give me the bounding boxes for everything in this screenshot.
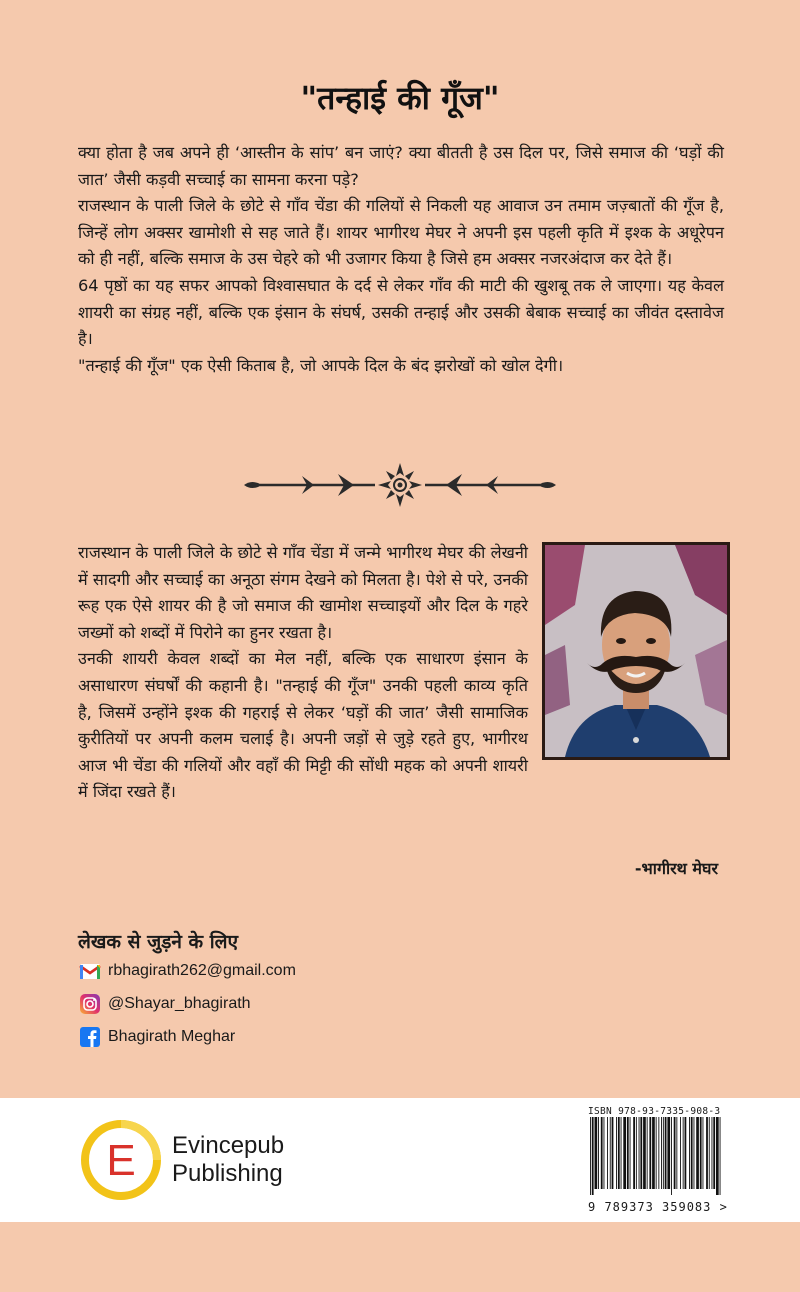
contact-email[interactable] (78, 958, 296, 984)
author-bio-section (78, 540, 724, 806)
barcode-bar (716, 1117, 719, 1195)
page-title: "तन्हाई की गूँज" (300, 79, 500, 117)
barcode-bar (713, 1117, 715, 1189)
barcode-bar (649, 1117, 651, 1189)
barcode-bar (610, 1117, 611, 1189)
publisher-name-line2: Publishing (172, 1160, 283, 1187)
blurb-paragraph: "तन्हाई की गूँज" एक ऐसी किताब है, जो आपके दिल के बंद झरोखों को खोल देगी। (78, 355, 564, 375)
author-photo (542, 542, 730, 760)
barcode-bar (643, 1117, 646, 1189)
barcode-bar (700, 1117, 702, 1189)
author-signature: -भागीरथ मेघर (634, 859, 718, 878)
contact-instagram[interactable] (78, 991, 251, 1017)
barcode-bar (623, 1117, 626, 1189)
isbn-barcode (588, 1106, 728, 1216)
barcode-bar (685, 1117, 687, 1189)
barcode-bar (691, 1117, 693, 1189)
contact-email-text: rbhagirath262@gmail.com (108, 962, 296, 979)
barcode-bar (639, 1117, 640, 1189)
publisher-logo-mark (80, 1119, 162, 1201)
barcode-bar (633, 1117, 635, 1189)
publisher-logo (80, 1118, 284, 1202)
bio-paragraph: उनकी शायरी केवल शब्दों का मेल नहीं, बल्कि एक साधारण इंसान के असाधारण संघर्षों की कहानी है। "तन्हाई की गूँज" उनकी पहली काव्य कृति है, जिसमें उन्होंने इश्क की गहराई से लेकर ‘घड़ों की जात’ जैसी सामाजिक कुरीतियों पर अपनी कलम चलाई है। अपनी जड़ों से जुड़े रहते हुए, भागीरथ आज भी चेंडा की गलियों और वहाँ की मिट्टी की सोंधी महक को अपनी शायरी में जिंदा रखते हैं। (78, 649, 528, 802)
barcode-bar (696, 1117, 699, 1189)
barcode-bar (680, 1117, 681, 1189)
barcode-bar (694, 1117, 695, 1189)
facebook-icon (78, 1025, 102, 1049)
barcode-bar (674, 1117, 676, 1189)
footer-strip (0, 1098, 800, 1222)
barcode-bar (703, 1117, 704, 1189)
barcode-bar (658, 1117, 659, 1189)
barcode-bar (601, 1117, 603, 1189)
barcode-bar (720, 1117, 721, 1195)
barcode-bar (592, 1117, 594, 1195)
barcode-bar (640, 1117, 642, 1189)
barcode-bar (709, 1117, 710, 1189)
barcode-bar (627, 1117, 629, 1189)
publisher-name-line1: Evincepub (172, 1132, 285, 1159)
author-portrait-image (545, 545, 727, 757)
barcode-bar (604, 1117, 605, 1189)
blurb-section (78, 140, 724, 379)
barcode-bar (661, 1117, 662, 1189)
barcode-bar (652, 1117, 655, 1189)
barcode-bar (636, 1117, 637, 1189)
barcode-bar (595, 1117, 598, 1189)
blurb-paragraph: 64 पृष्ठों का यह सफर आपको विश्वासघात के दर्द से लेकर गाँव की माटी की खुशबू तक ले जाएगा। यह केवल शायरी का संग्रह नहीं, बल्कि एक इंसान के संघर्ष, उसकी तन्हाई और उसकी बेबाक सच्चाई का जीवंत दस्तावेज है। (78, 275, 724, 349)
barcode-bar (647, 1117, 648, 1189)
barcode-bar (667, 1117, 670, 1189)
barcode-bar (689, 1117, 690, 1189)
barcode-bar (671, 1117, 672, 1195)
barcode-bar (712, 1117, 713, 1189)
barcode-bar (663, 1117, 664, 1189)
publisher-name (172, 1132, 284, 1188)
bio-paragraph: राजस्थान के पाली जिले के छोटे से गाँव चेंडा में जन्मे भागीरथ मेघर की लेखनी में सादगी और सच्चाई का अनूठा संगम देखने को मिलता है। पेशे से परे, उनकी रूह एक ऐसे शायर की है जो समाज की खामोश सच्चाइयों और दिल के गहरे जख्मों को शब्दों में पिरोने का हुनर रखता है। (78, 543, 528, 642)
instagram-icon (78, 992, 102, 1016)
floral-divider-ornament (240, 460, 560, 510)
barcode-bar (618, 1117, 620, 1189)
isbn-label: ISBN 978-93-7335-908-3 (588, 1106, 721, 1117)
blurb-paragraph: राजस्थान के पाली जिले के छोटे से गाँव चेंडा की गलियों से निकली यह आवाज उन तमाम जज़्बातों की गूँज है, जिन्हें लोग अक्सर खामोशी से सह जाते हैं। शायर भागीरथ मेघर ने अपनी इस पहली कृति में इश्क के अधूरेपन को ही नहीं, बल्कि समाज के उस चेहरे को भी उजागर किया है जिसे हम अक्सर नजरअंदाज कर देते हैं। (78, 196, 724, 269)
barcode-bar (621, 1117, 622, 1189)
barcode-bars (588, 1117, 724, 1195)
contact-facebook-text: Bhagirath Meghar (108, 1028, 236, 1045)
barcode-bar (706, 1117, 708, 1189)
blurb-paragraph: क्या होता है जब अपने ही ‘आस्तीन के सांप’ बन जाएं? क्या बीतती है उस दिल पर, जिसे समाज की ‘घड़ों की जात’ जैसी कड़वी सच्चाई का सामना करना पड़े? (78, 143, 724, 189)
publisher-logo-letter: E (106, 1136, 136, 1185)
barcode-bar (616, 1117, 617, 1189)
barcode-bar (630, 1117, 631, 1189)
connect-heading: लेखक से जुड़ने के लिए (78, 931, 239, 953)
contact-facebook[interactable] (78, 1024, 235, 1050)
barcode-bar (665, 1117, 667, 1189)
barcode-bar (656, 1117, 657, 1189)
barcode-bar (590, 1117, 591, 1195)
barcode-bar (612, 1117, 614, 1189)
barcode-bar (598, 1117, 599, 1189)
barcode-number: 9 789373 359083 > (588, 1200, 728, 1214)
barcode-bar (676, 1117, 677, 1189)
barcode-bar (683, 1117, 684, 1189)
gmail-icon (78, 959, 102, 983)
barcode-bar (607, 1117, 608, 1189)
contact-instagram-text: @Shayar_bhagirath (108, 995, 251, 1012)
